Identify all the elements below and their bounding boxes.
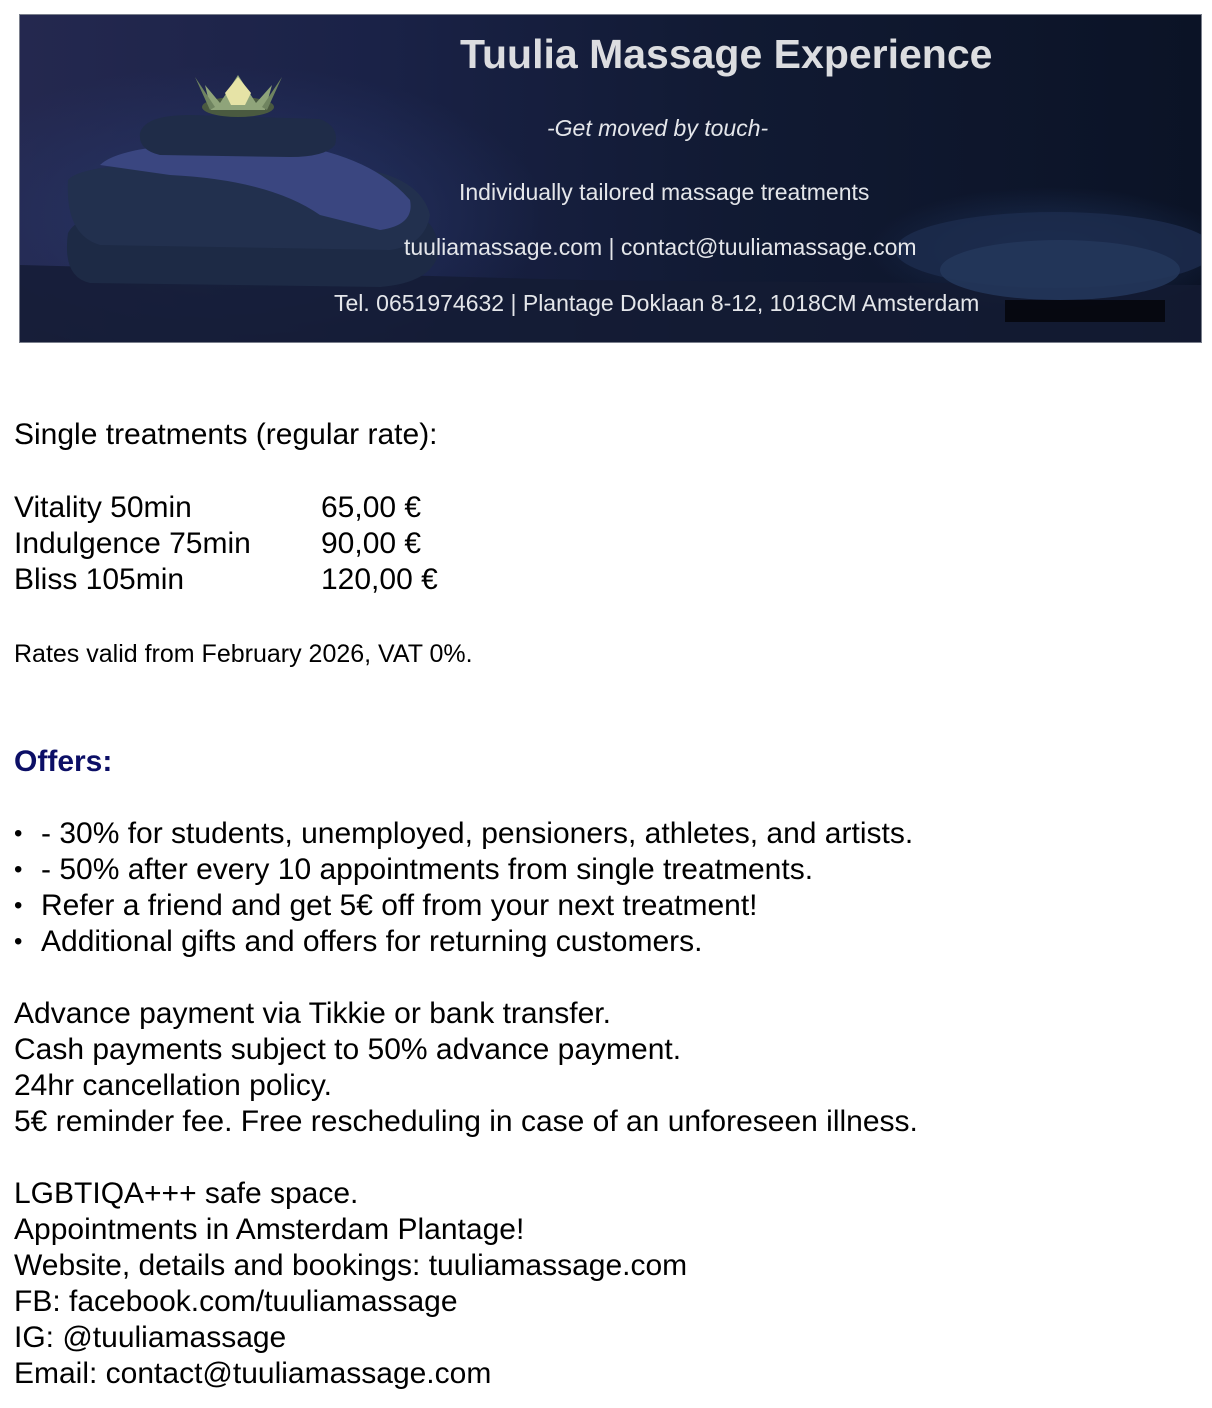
treatment-name: Vitality 50min: [14, 491, 192, 524]
offer-text: - 30% for students, unemployed, pensioners, athletes, and artists.: [41, 817, 914, 850]
bullet-icon: •: [14, 820, 23, 847]
banner-title: Tuulia Massage Experience: [460, 31, 993, 77]
bullet-icon: •: [14, 856, 23, 883]
payment-line: Cash payments subject to 50% advance payment.: [14, 1033, 682, 1066]
payment-line: 24hr cancellation policy.: [14, 1069, 332, 1102]
rates-note: Rates valid from February 2026, VAT 0%.: [14, 640, 473, 668]
lotus-candle-icon: [195, 75, 282, 117]
offer-item: [14, 924, 913, 960]
bullet-icon: •: [14, 892, 23, 919]
banner-tel-address: Tel. 0651974632 | Plantage Doklaan 8-12, 1018CM Amsterdam: [334, 290, 980, 316]
treatment-price: 65,00 €: [321, 491, 422, 524]
offers-list: [14, 816, 913, 960]
price-row: [14, 526, 438, 562]
price-row: [14, 490, 438, 526]
offer-item: [14, 816, 913, 852]
website-line: Website, details and bookings: tuuliamassage.com: [14, 1249, 688, 1282]
email-line: Email: contact@tuuliamassage.com: [14, 1357, 492, 1390]
offer-text: Additional gifts and offers for returning customers.: [41, 925, 703, 958]
bullet-icon: •: [14, 928, 23, 955]
payment-info: [14, 996, 918, 1140]
facebook-line: FB: facebook.com/tuuliamassage: [14, 1285, 458, 1318]
header-banner: [19, 14, 1202, 343]
payment-line: 5€ reminder fee. Free rescheduling in case of an unforeseen illness.: [14, 1105, 918, 1138]
offers-heading: Offers:: [14, 745, 113, 778]
treatment-price: 120,00 €: [321, 563, 438, 596]
price-row: [14, 562, 438, 598]
offer-item: [14, 852, 913, 888]
offer-text: Refer a friend and get 5€ off from your next treatment!: [41, 889, 758, 922]
banner-subtitle: Individually tailored massage treatments: [459, 179, 870, 205]
contact-info: [14, 1176, 687, 1392]
offer-item: [14, 888, 913, 924]
banner-web-contact: tuuliamassage.com | contact@tuuliamassage.com: [404, 234, 917, 260]
pricing-heading: Single treatments (regular rate):: [14, 418, 438, 451]
payment-line: Advance payment via Tikkie or bank transfer.: [14, 997, 611, 1030]
offer-text: - 50% after every 10 appointments from single treatments.: [41, 853, 814, 886]
treatment-name: Indulgence 75min: [14, 527, 251, 560]
instagram-line: IG: @tuuliamassage: [14, 1321, 287, 1354]
location-line: Appointments in Amsterdam Plantage!: [14, 1213, 525, 1246]
banner-tagline: -Get moved by touch-: [547, 115, 769, 141]
safe-space-line: LGBTIQA+++ safe space.: [14, 1177, 359, 1210]
price-table: [14, 490, 438, 598]
treatment-price: 90,00 €: [321, 527, 422, 560]
treatment-name: Bliss 105min: [14, 563, 185, 596]
